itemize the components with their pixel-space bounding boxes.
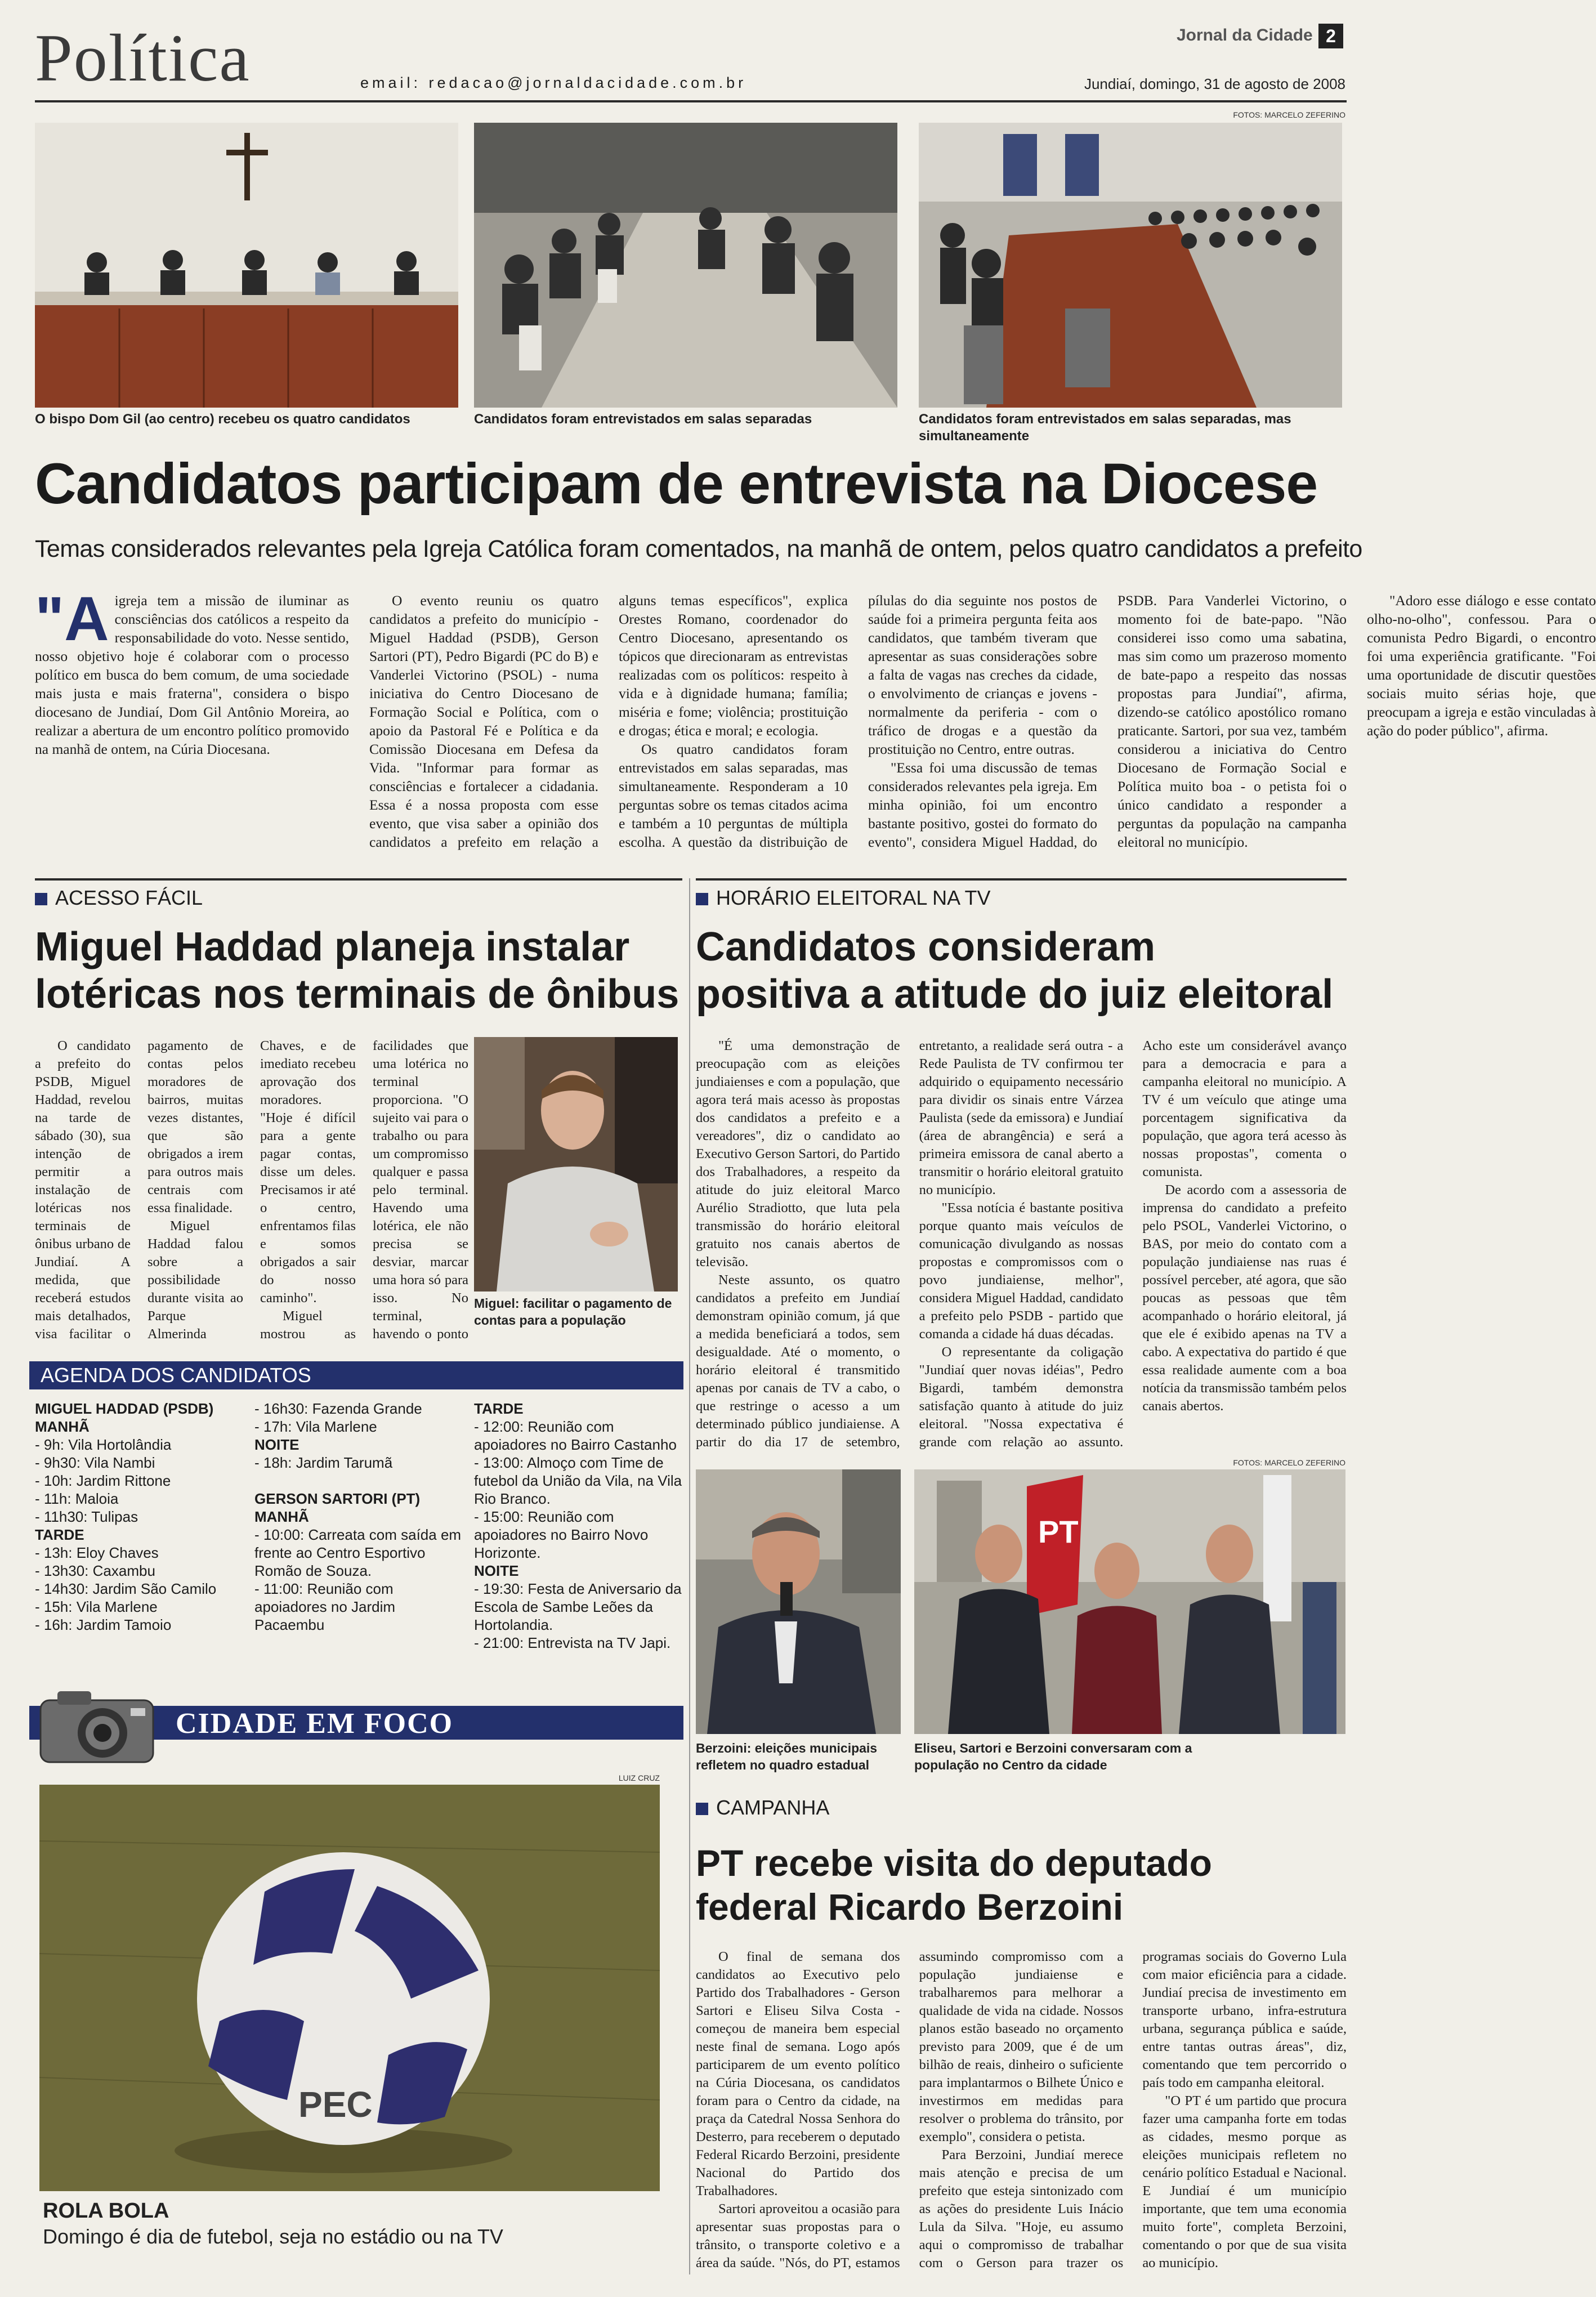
main-dropcap: "A — [35, 584, 109, 654]
caption-bishop: O bispo Dom Gil (ao centro) recebeu os quatro candidatos — [35, 412, 410, 427]
email-line: email: redacao@jornaldacidade.com.br — [360, 74, 747, 91]
main-col-1 — [35, 584, 349, 861]
caption-simultaneous: Candidatos foram entrevistados em salas separadas, mas simultaneamente — [919, 412, 1291, 444]
haddad-p1: O candidato a prefeito do PSDB, Miguel Haddad, revelou na tarde de sábado (30), sua intenção de permitir a instalação de lotéricas nos terminais de ônibus urbano de Jundiaí. A medida, que receberá estudos mais detalhados, visa facilitar o pagamento de contas pelos moradores de bairros, muitas vezes distantes, que são obrigados a irem para outros mais centrais com essa finalidade. — [35, 1038, 243, 1342]
tv-photo-credit: FOTOS: MARCELO ZEFERINO — [1233, 1458, 1345, 1467]
main-col-2 — [369, 591, 1596, 861]
agenda-header: AGENDA DOS CANDIDATOS — [29, 1361, 683, 1389]
pt-body — [696, 1948, 1347, 2280]
photo-credit: FOTOS: MARCELO ZEFERINO — [1233, 110, 1345, 119]
section-square-icon — [35, 893, 47, 905]
section-campanha: CAMPANHA — [696, 1796, 1347, 1820]
tv-p3: "Essa notícia é bastante positiva porque quanto mais veículos de comunicação divulgando as nossas propostas e compromissos com o povo jundiaiense, melhor", considera Miguel Haddad, candidato a prefeito pelo PSDB - partido que comanda a cidade há duas décadas. — [919, 1200, 1124, 1342]
tv-body — [696, 1037, 1347, 1454]
photo-simultaneous-image — [919, 123, 1342, 408]
pt-p3: Para Berzoini, Jundiaí merece mais atenção e precisa de um prefeito que esteja sintonizado com as ações do presidente Luis Inácio Lula da Silva. "Hoje, eu assumo aqui o compromisso de trabalhar com o Gerson para trazer os programas sociais do Governo Lula com maior eficiência para a cidade. Jundiaí precisa de investimento em transporte urbano, infra-estrutura urbana, segurança pública e saúde, entre tantas outras áreas", diz, comentando que tem percorrido o país todo em campanha eleitoral. — [919, 1949, 1347, 2271]
rola-bola-title: ROLA BOLA — [43, 2199, 169, 2223]
date-line: Jundiaí, domingo, 31 de agosto de 2008 — [1084, 75, 1345, 92]
tv-p1: "É uma demonstração de preocupação com as eleições jundiaienses e com a população, que agora terá mais acesso às propostas dos candidatos a prefeito e a vereadores", diz o candidato ao Executivo Gerson Sartori, do Partido dos Trabalhadores, a respeito da atitude do juiz eleitoral Marco Aurélio Stradiotto, que luta pela transmissão do horário eleitoral gratuito nos canais abertos de televisão. — [696, 1038, 900, 1270]
cidade-credit: LUIZ CRUZ — [618, 1773, 660, 1782]
photo-interview-image — [474, 123, 897, 408]
main-p2: Os quatro candidatos foram entrevistados em salas separadas, mas simultaneamente. Responderam a 10 perguntas sobre os temas citados acima e também a 10 perguntas de múltipla escolha. A questão da distribuição de pílulas do dia seguinte nos postos de saúde foi a primeira pergunta feita aos candidatos, que também tiveram que apresentar as suas considerações sobre a falta de vagas nas creches da cidade, o envolvimento de crianças e jovens - normalmente da periferia - com o tráfico de drogas e a questão da prostituição no Centro, entre outras. — [619, 592, 1097, 850]
haddad-p3: Miguel mostrou as facilidades que uma lotérica no terminal proporciona. "O sujeito vai para o trabalho ou para um compromisso qualquer e passa pelo terminal. Havendo uma lotérica, ele não precisa se desviar, marcar uma hora só para isso. No terminal, havendo o ponto — [260, 1038, 468, 1342]
section-title: Política — [35, 20, 251, 95]
photo-bishop-image — [35, 123, 458, 408]
photo-simultaneous — [919, 123, 1342, 408]
photo-haddad — [474, 1037, 678, 1291]
photo-eliseu-sartori-berzoini — [914, 1469, 1345, 1734]
photo-bishop — [35, 123, 458, 408]
agenda-col-2: - 16h30: Fazenda Grande - 17h: Vila Marlene NOITE - 18h: Jardim Tarumã GERSON SARTORI (PT) MANHÃ - 10:00: Carreata com saída em frente ao Centro Esportivo Romão de Souza. - 11:00: Reunião com apoiadores no Jardim Pacaembu — [254, 1400, 462, 1633]
main-story-body — [35, 584, 1596, 861]
pt-p4: "O PT é um partido que procura fazer uma campanha forte em todas as cidades, mesmo porque as eleições municipais refletem no cenário político Estadual e Nacional. E Jundiaí é um município importante, que tem uma economia muito forte", completa Berzoini, comentando o por que de sua visita ao município. — [1142, 2093, 1347, 2271]
main-lead: "Aigreja tem a missão de iluminar as consciências dos católicos a respeito da responsabilidade do voto. Nesse sentido, nosso objetivo hoje é colaborar com o processo político em busca do bem comum, de uma sociedade mais justa e mais fraterna", considera o bispo diocesano de Jundiaí, Dom Gil Antônio Moreira, ao realizar a abertura de um encontro político promovido na manhã de ontem, na Cúria Diocesana. — [35, 584, 349, 757]
rola-bola-text: Domingo é dia de futebol, seja no estádio ou na TV — [43, 2225, 503, 2248]
caption-haddad: Miguel: facilitar o pagamento de contas para a população — [474, 1296, 672, 1328]
caption-berzoini: Berzoini: eleições municipais refletem no quadro estadual — [696, 1741, 878, 1772]
section-acesso-facil: ACESSO FÁCIL — [35, 878, 682, 910]
pt-p2: Sartori aproveitou a ocasião para apresentar suas propostas para o trânsito, o transporte coletivo e a área da saúde. "Nós, do PT, estamos assumindo compromisso com a população jundiaiense e trabalharemos para melhorar a qualidade de vida na cidade. Nossos planos estão baseado no orçamento previsto para 2009, que é de um bilhão de reais, dinheiro o suficiente para implantarmos o Bilhete Único e investirmos em medidas para resolver o problema do trânsito, por exemplo", considera o petista. — [696, 1949, 1124, 2271]
ball-brand-text: PEC — [298, 2084, 373, 2125]
tv-p4: O representante da coligação "Jundiaí quer novas idéias", Pedro Bigardi, também demonstra satisfação quanto à atitude do juiz eleitoral. "Nossa expectativa é grande com relação ao assunto. Acho este um considerável avanço para a democracia e para a campanha eleitoral no município. A TV é um veículo que atinge uma porcentagem significativa da população, que agora terá acesso às nossas propostas", comenta o comunista. — [919, 1038, 1347, 1450]
tv-p5: De acordo com a assessoria de imprensa do candidato a prefeito pelo PSOL, Vanderlei Victorino, o BAS, por meio do contato com a população jundiaiense nas ruas é possível perceber, até agora, que são poucas as pessoas que têm acompanhado o horário eleitoral, já que ele é exibido apenas na TV a cabo. A expectativa do partido é que essa realidade aumente com a boa notícia da transmissão também pelos canais abertos. — [1142, 1182, 1347, 1414]
caption-eliseu-sartori: Eliseu, Sartori e Berzoini conversaram com a população no Centro da cidade — [914, 1741, 1192, 1772]
pt-flag-text: PT — [1038, 1514, 1079, 1549]
main-p1: O evento reuniu os quatro candidatos a prefeito do município - Miguel Haddad (PSDB), Gerson Sartori (PT), Pedro Bigardi (PC do B) e Vanderlei Victorino (PSOL) - numa iniciativa do Centro Diocesano de Formação Social e Política, com o apoio da Pastoral Fé e Política e da Comissão Diocesana em Defesa da Vida. "Informar para formar as consciências e fortalecer a cidadania. Essa é a nossa proposta com esse evento, que visa saber a opinião dos candidatos a prefeito em relação a alguns temas específicos", explica Orestes Romano, coordenador do Centro Diocesano, apresentando os tópicos que direcionaram as entrevistas realizadas com os políticos: respeito à vida e à dignidade humana; família; miséria e fome; violência; prostituição e drogas; ética e moral; e ecologia. — [369, 592, 848, 850]
cidade-em-foco — [29, 1683, 683, 2280]
agenda-col-1: MIGUEL HADDAD (PSDB) MANHÃ - 9h: Vila Hortolândia - 9h30: Vila Nambi - 10h: Jardim Rittone - 11h: Maloia - 11h30: Tulipas TARDE - 13h: Eloy Chaves - 13h30: Caxambu - 14h30: Jardim São Camilo - 15h: Vila Marlene - 16h: Jardim Tamoio — [35, 1400, 217, 1633]
main-p4: "Adoro esse diálogo e esse contato olho-no-olho", confessou. Para o comunista Pedro Bigardi, o encontro foi uma experiência gratificante. "Foi uma oportunidade de discutir questões sociais muito sérias hoje, que preocupam a igreja e estão vinculadas à ação do poder público", afirma. — [1367, 592, 1596, 739]
pt-headline: PT recebe visita do deputado federal Ricardo Berzoini — [696, 1842, 1212, 1928]
main-headline: Candidatos participam de entrevista na Diocese — [35, 452, 1318, 516]
col-separator — [689, 878, 690, 2274]
haddad-headline: Miguel Haddad planeja instalar lotéricas nos terminais de ônibus — [35, 924, 679, 1017]
cidade-title: CIDADE EM FOCO — [176, 1708, 454, 1740]
caption-interview-room: Candidatos foram entrevistados em salas separadas — [474, 412, 812, 427]
paper-name: Jornal da Cidade — [1177, 26, 1313, 44]
masthead — [0, 0, 1360, 118]
tv-p2: Neste assunto, os quatro candidatos a prefeito em Jundiaí demonstram opinião comum, já que a medida beneficiará a todos, sem desigualdade. Até o momento, o horário eleitoral é transmitido apenas por canais de TV a cabo, o que restringe o acesso a um determinado público jundiaiense. A partir do dia 17 de setembro, entretanto, a realidade será outra - a Rede Paulista de TV confirmou ter adquirido o equipamento necessário para dividir os sinais entre Várzea Paulista (sede da emissora) e Jundiaí (área de abrangência) e será a primeira emissora de canal aberto a transmitir o horário eleitoral gratuito no município. — [696, 1038, 1124, 1450]
main-deck: Temas considerados relevantes pela Igreja Católica foram comentados, na manhã de ontem, pelos quatro candidatos a prefeito — [35, 535, 1362, 562]
section-horario-eleitoral: HORÁRIO ELEITORAL NA TV — [696, 878, 1347, 910]
photo-haddad-image — [474, 1037, 678, 1291]
camera-icon — [35, 1683, 164, 1768]
section-square-icon — [696, 1803, 708, 1815]
page-number: 2 — [1318, 24, 1343, 48]
tv-headline: Candidatos consideram positiva a atitude do juiz eleitoral — [696, 924, 1334, 1017]
main-p3: "Essa foi uma discussão de temas considerados relevantes pela igreja. Em minha opinião, foi um encontro bastante positivo, gostei do formato do evento", considera Miguel Haddad, do PSDB. Para Vanderlei Victorino, o momento foi de bate-papo. "Não considerei isso como uma sabatina, mas sim como um prazeroso momento de bate-papo a respeito das nossas propostas para Jundiaí", afirma, dizendo-se católico apostólico romano praticante. Sartori, por sua vez, também considerou a iniciativa do Centro Diocesano de Formação Social e Política muito boa - o petista foi o único candidato a responder a perguntas da população na campanha eleitoral no município. — [868, 592, 1347, 850]
agenda-col-3: TARDE - 12:00: Reunião com apoiadores no Bairro Castanho - 13:00: Almoço com Time de futebol da União da Vila, na Vila Rio Branco. - 15:00: Reunião com apoiadores no Bairro Novo Horizonte. NOITE - 19:30: Festa de Aniversario da Escola de Sambe Leões da Hortolandia. - 21:00: Entrevista na TV Japi. — [474, 1400, 682, 1651]
masthead-rule — [35, 100, 1347, 102]
agenda-box — [29, 1361, 683, 1665]
photo-football — [39, 1785, 660, 2191]
photo-interview-room — [474, 123, 897, 408]
section-square-icon — [696, 893, 708, 905]
haddad-p2: Miguel Haddad falou sobre a possibilidade durante visita ao Parque Almerinda Chaves, e de imediato recebeu aprovação dos moradores. "Hoje é difícil para a gente pagar contas, disse um deles. Precisamos ir até o centro, enfrentamos filas e somos obrigados a sair do nosso caminho". — [147, 1038, 356, 1342]
pt-p1: O final de semana dos candidatos ao Executivo pelo Partido dos Trabalhadores - Gerson Sartori e Eliseu Silva Costa - começou de maneira bem especial neste final de semana. Logo após participarem de um evento político na Cúria Diocesana, os candidatos foram para o Centro da cidade, na praça da Catedral Nossa Senhora do Desterro, para receberem o deputado Federal Ricardo Berzoini, presidente Nacional do Partido dos Trabalhadores. — [696, 1949, 900, 2198]
haddad-body — [35, 1037, 468, 1352]
photo-berzoini — [696, 1469, 901, 1734]
